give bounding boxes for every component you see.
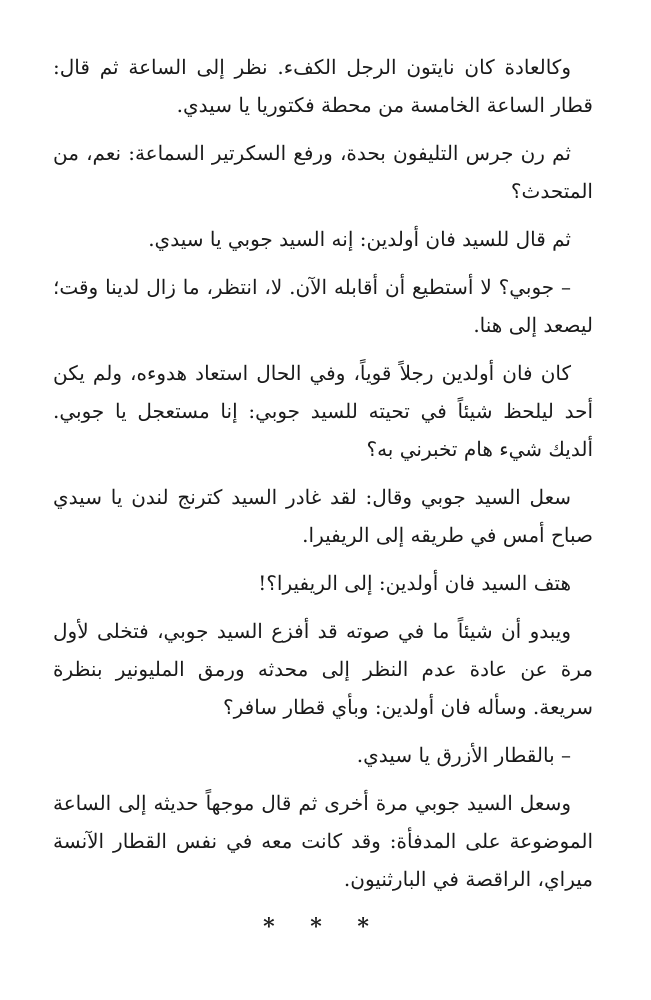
paragraph-10: وسعل السيد جوبي مرة أخرى ثم قال موجهاً حديثه إلى الساعة الموضوعة على المدفأة: وقد كانت معه في نفس القطار الآنسة ميراي، الراقصة في البارثنيون. — [53, 791, 593, 891]
paragraph-8: ويبدو أن شيئاً ما في صوته قد أفزع السيد جوبي، فتخلى لأول مرة عن عادة عدم النظر إلى محدثه ورمق المليونير بنظرة سريعة. وسأله فان أولدين: وبأي قطار سافر؟ — [53, 619, 593, 719]
paragraph-5: كان فان أولدين رجلاً قوياً، وفي الحال استعاد هدوءه، ولم يكن أحد ليلحظ شيئاً في تحيته للسيد جوبي: إنا مستعجل يا جوبي. ألديك شيء هام تخبرني به؟ — [53, 361, 593, 461]
paragraph-2: ثم رن جرس التليفون بحدة، ورفع السكرتير السماعة: نعم، من المتحدث؟ — [53, 141, 593, 203]
section-separator: * * * — [263, 914, 383, 940]
paragraph-9: – بالقطار الأزرق يا سيدي. — [356, 743, 571, 767]
paragraph-6: سعل السيد جوبي وقال: لقد غادر السيد كترنج لندن يا سيدي صباح أمس في طريقه إلى الريفيرا. — [53, 485, 593, 547]
paragraph-4: – جوبي؟ لا أستطيع أن أقابله الآن. لا، انتظر، ما زال لدينا وقت؛ ليصعد إلى هنا. — [53, 275, 593, 337]
page-body — [53, 48, 593, 946]
paragraph-3: ثم قال للسيد فان أولدين: إنه السيد جوبي يا سيدي. — [148, 227, 571, 251]
paragraph-1: وكالعادة كان نايتون الرجل الكفء. نظر إلى الساعة ثم قال: قطار الساعة الخامسة من محطة فكتوريا يا سيدي. — [53, 55, 593, 117]
paragraph-7: هتف السيد فان أولدين: إلى الريفيرا؟! — [258, 571, 571, 595]
